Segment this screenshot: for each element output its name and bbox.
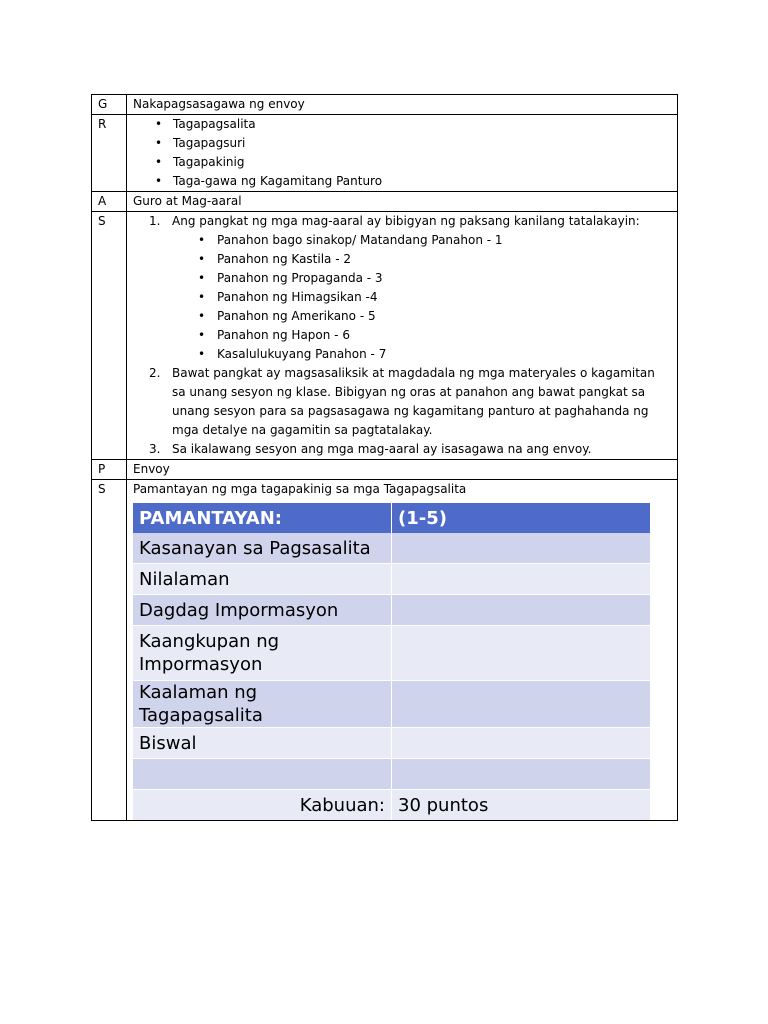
rubric-empty-cell (133, 759, 392, 790)
list-item: • Panahon ng Kastila - 2 (172, 250, 671, 269)
rubric-row (133, 595, 650, 626)
rubric-row (133, 681, 650, 728)
situation-steps (127, 212, 677, 459)
rubric-header-score: (1-5) (392, 503, 651, 533)
rubric-criterion: Biswal (133, 728, 392, 759)
rubric-criterion: Nilalaman (133, 564, 392, 595)
audience-key: A (92, 192, 127, 212)
rubric-empty-cell (392, 759, 651, 790)
rubric-total-value: 30 puntos (392, 790, 651, 821)
list-item: • Taga-gawa ng Kagamitang Panturo (133, 172, 677, 191)
rubric-criterion: Kaangkupan ng Impormasyon (133, 626, 392, 681)
grasps-table (91, 94, 678, 821)
goal-row (92, 95, 678, 115)
rubric-criterion: Kaalaman ng Tagapagsalita (133, 681, 392, 728)
standards-row (92, 480, 678, 821)
rubric-header-criteria: PAMANTAYAN: (133, 503, 392, 533)
list-item: • Tagapagsalita (133, 115, 677, 134)
rubric-row (133, 626, 650, 681)
role-row (92, 115, 678, 192)
list-item: • Panahon ng Propaganda - 3 (172, 269, 671, 288)
standards-key: S (92, 480, 127, 821)
rubric-score-cell (392, 564, 651, 595)
step-number: 1. (149, 214, 161, 228)
step-item (127, 212, 677, 364)
rubric-score-cell (392, 626, 651, 681)
topic-list (172, 231, 671, 364)
list-item: • Tagapakinig (133, 153, 677, 172)
step-text: Sa ikalawang sesyon ang mga mag-aaral ay isasagawa na ang envoy. (172, 442, 592, 456)
product-key: P (92, 460, 127, 480)
rubric-score-cell (392, 728, 651, 759)
situation-row (92, 212, 678, 460)
list-item: • Panahon bago sinakop/ Matandang Panahon - 1 (172, 231, 671, 250)
step-number: 2. (149, 366, 161, 380)
audience-text: Guro at Mag-aaral (127, 192, 678, 212)
rubric-empty-row (133, 759, 650, 790)
situation-key: S (92, 212, 127, 460)
step-number: 3. (149, 442, 161, 456)
audience-row (92, 192, 678, 212)
rubric-total-row (133, 790, 650, 821)
list-item: • Kasalulukuyang Panahon - 7 (172, 345, 671, 364)
rubric-row (133, 533, 650, 564)
rubric-table (133, 503, 650, 820)
list-item: • Panahon ng Hapon - 6 (172, 326, 671, 345)
rubric-criterion: Dagdag Impormasyon (133, 595, 392, 626)
rubric-total-label: Kabuuan: (133, 790, 392, 821)
step-item (127, 440, 677, 459)
role-list (133, 115, 677, 191)
product-text: Envoy (127, 460, 678, 480)
goal-text: Nakapagsasagawa ng envoy (127, 95, 678, 115)
rubric-score-cell (392, 533, 651, 564)
rubric-image (133, 503, 650, 820)
rubric-row (133, 728, 650, 759)
step-text: Bawat pangkat ay magsasaliksik at magdadala ng mga materyales o kagamitan sa unang sesyon ng klase. Bibigyan ng oras at panahon ang bawat pangkat sa unang sesyon para sa pagsasagawa ng kagamitang panturo at paghahanda ng mga detalye na gagamitin sa pagtatalakay. (172, 366, 655, 437)
standards-text: Pamantayan ng mga tagapakinig sa mga Tagapagsalita (133, 482, 467, 496)
list-item: • Panahon ng Himagsikan -4 (172, 288, 671, 307)
goal-key: G (92, 95, 127, 115)
step-item (127, 364, 677, 440)
rubric-criterion: Kasanayan sa Pagsasalita (133, 533, 392, 564)
product-row (92, 460, 678, 480)
rubric-row (133, 564, 650, 595)
rubric-score-cell (392, 681, 651, 728)
rubric-score-cell (392, 595, 651, 626)
list-item: • Panahon ng Amerikano - 5 (172, 307, 671, 326)
list-item: • Tagapagsuri (133, 134, 677, 153)
rubric-header-row (133, 503, 650, 533)
step-text: Ang pangkat ng mga mag-aaral ay bibigyan ng paksang kanilang tatalakayin: (172, 214, 640, 228)
role-key: R (92, 115, 127, 192)
